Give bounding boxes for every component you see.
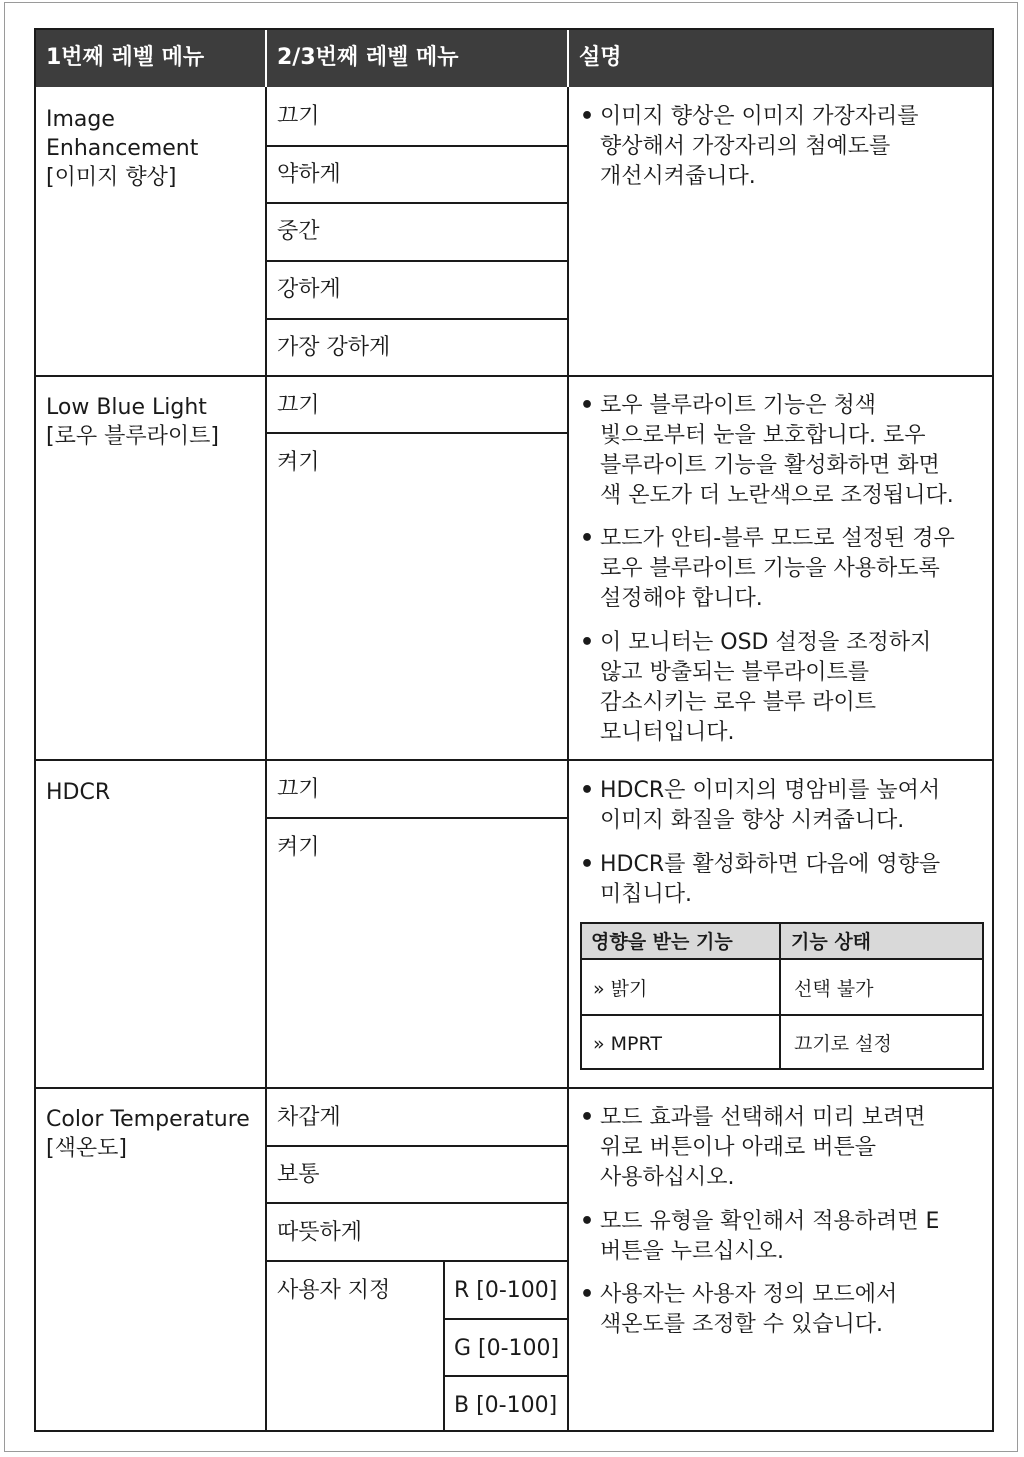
option-label: 따뜻하게 xyxy=(277,1220,363,1245)
affected-cell: » MPRT xyxy=(593,1033,662,1055)
option-divider xyxy=(265,1260,567,1262)
option-label: 보통 xyxy=(277,1162,320,1187)
option-divider xyxy=(265,1145,567,1147)
affected-table-divider xyxy=(582,1014,982,1016)
bullet-icon: • xyxy=(580,393,595,418)
section-title-line: [이미지 향상] xyxy=(46,165,177,190)
affected-cell: 선택 불가 xyxy=(794,978,874,1000)
header-col3: 설명 xyxy=(579,45,622,70)
table-header xyxy=(36,30,992,87)
header-divider xyxy=(567,30,569,87)
option-label: 중간 xyxy=(277,219,320,244)
option-divider xyxy=(265,432,567,434)
bullet-text: 모드가 안티-블루 모드로 설정된 경우 로우 블루라이트 기능을 사용하도록 설정해야 합니다. xyxy=(600,526,955,611)
bullet-text: 모드 효과를 선택해서 미리 보려면 위로 버튼이나 아래로 버튼을 사용하십시오. xyxy=(600,1105,926,1190)
option-label: 사용자 지정 xyxy=(277,1278,391,1303)
bullet-icon: • xyxy=(580,526,595,551)
option-label: 약하게 xyxy=(277,162,341,187)
option-divider xyxy=(265,145,567,147)
option-label: 끄기 xyxy=(277,104,320,129)
bullet-text: HDCR은 이미지의 명암비를 높여서 이미지 화질을 향상 시켜줍니다. xyxy=(600,778,941,833)
section-title-line: Color Temperature xyxy=(46,1107,250,1132)
option-divider xyxy=(265,202,567,204)
option-label: 강하게 xyxy=(277,277,341,302)
bullet-icon: • xyxy=(580,630,595,655)
bullet-text: HDCR를 활성화하면 다음에 영향을 미칩니다. xyxy=(600,852,941,907)
section-title-line: Image xyxy=(46,107,115,132)
bullet-text: 사용자는 사용자 정의 모드에서 색온도를 조정할 수 있습니다. xyxy=(600,1282,898,1337)
option-label: 끄기 xyxy=(277,777,320,802)
option-label: 끄기 xyxy=(277,393,320,418)
bullet-icon: • xyxy=(580,104,595,129)
option-divider xyxy=(265,817,567,819)
menu-table xyxy=(34,28,994,1432)
section-title-line: Low Blue Light xyxy=(46,395,207,420)
option-divider xyxy=(443,1318,567,1320)
column-divider xyxy=(443,1260,445,1432)
custom-range-label: R [0-100] xyxy=(454,1278,558,1303)
row-divider xyxy=(36,759,992,761)
option-divider xyxy=(265,318,567,320)
section-title-line: [색온도] xyxy=(46,1136,127,1161)
header-divider xyxy=(265,30,267,87)
custom-range-label: G [0-100] xyxy=(454,1336,560,1361)
bullet-icon: • xyxy=(580,1209,595,1234)
bullet-icon: • xyxy=(580,1282,595,1307)
section-title-line: HDCR xyxy=(46,780,111,805)
affected-cell: 끄기로 설정 xyxy=(794,1033,892,1055)
custom-range-label: B [0-100] xyxy=(454,1393,558,1418)
bullet-text: 로우 블루라이트 기능은 청색 빛으로부터 눈을 보호합니다. 로우 블루라이트 기능을 활성화하면 화면 색 온도가 더 노란색으로 조정됩니다. xyxy=(600,393,954,508)
bullet-text: 모드 유형을 확인해서 적용하려면 E 버튼을 누르십시오. xyxy=(600,1209,940,1264)
affected-header-state: 기능 상태 xyxy=(791,931,872,953)
option-divider xyxy=(265,260,567,262)
header-col2: 2/3번째 레벨 메뉴 xyxy=(277,45,459,70)
affected-features-table xyxy=(580,922,984,1070)
option-label: 차갑게 xyxy=(277,1105,341,1130)
row-divider xyxy=(36,375,992,377)
affected-cell: » 밝기 xyxy=(593,978,648,1000)
bullet-text: 이미지 향상은 이미지 가장자리를 향상해서 가장자리의 첨예도를 개선시켜줍니다. xyxy=(600,104,919,189)
bullet-icon: • xyxy=(580,778,595,803)
option-label: 켜기 xyxy=(277,835,320,860)
row-divider xyxy=(36,1087,992,1089)
option-label: 가장 강하게 xyxy=(277,335,391,360)
option-divider xyxy=(443,1375,567,1377)
section-title-line: [로우 블루라이트] xyxy=(46,424,219,449)
option-divider xyxy=(265,1202,567,1204)
affected-header-feature: 영향을 받는 기능 xyxy=(591,931,733,953)
bullet-icon: • xyxy=(580,852,595,877)
affected-table-divider xyxy=(779,924,781,1068)
header-col1: 1번째 레벨 메뉴 xyxy=(46,45,205,70)
option-label: 켜기 xyxy=(277,450,320,475)
bullet-icon: • xyxy=(580,1105,595,1130)
bullet-text: 이 모니터는 OSD 설정을 조정하지 않고 방출되는 블루라이트를 감소시키는 로우 블루 라이트 모니터입니다. xyxy=(600,630,932,745)
section-title-line: Enhancement xyxy=(46,136,199,161)
